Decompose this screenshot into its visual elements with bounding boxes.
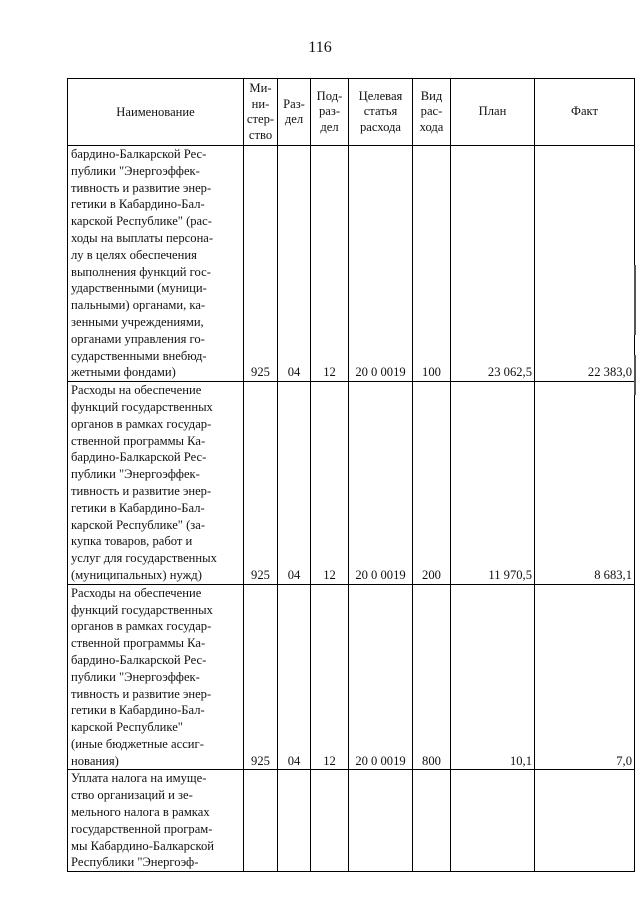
row-target-article	[349, 770, 413, 872]
row-section	[278, 770, 311, 872]
table-row	[68, 146, 635, 382]
row-subsection: 12	[311, 146, 349, 382]
row-plan	[451, 770, 535, 872]
header-section: Раз- дел	[278, 79, 311, 146]
row-name: Расходы на обеспечение функций государственных органов в рамках государ- ственной программы Ка- бардино-Балкарской Рес- публики "Энергоэффек- тивность и развитие энер- гетики в Кабардино-Бал- карской Республике" (иные бюджетные ассиг- нования)	[68, 584, 244, 770]
header-fact: Факт	[535, 79, 635, 146]
row-subsection	[311, 770, 349, 872]
row-subsection: 12	[311, 382, 349, 585]
header-name: Наименование	[68, 79, 244, 146]
row-fact: 22 383,0	[535, 146, 635, 382]
row-fact	[535, 770, 635, 872]
table-row	[68, 382, 635, 585]
row-fact: 7,0	[535, 584, 635, 770]
row-ministry: 925	[244, 382, 278, 585]
header-plan: План	[451, 79, 535, 146]
row-expense-type: 800	[413, 584, 451, 770]
page-number: 116	[308, 39, 332, 56]
row-ministry: 925	[244, 146, 278, 382]
row-fact: 8 683,1	[535, 382, 635, 585]
row-plan: 10,1	[451, 584, 535, 770]
row-section: 04	[278, 382, 311, 585]
row-section: 04	[278, 584, 311, 770]
row-target-article: 20 0 0019	[349, 382, 413, 585]
table-row	[68, 770, 635, 872]
scan-edge-mark	[634, 355, 636, 395]
header-expense-type: Вид рас- хода	[413, 79, 451, 146]
table-header-row	[68, 79, 635, 146]
row-ministry	[244, 770, 278, 872]
row-expense-type	[413, 770, 451, 872]
row-plan: 23 062,5	[451, 146, 535, 382]
row-subsection: 12	[311, 584, 349, 770]
row-name: бардино-Балкарской Рес- публики "Энергоэффек- тивность и развитие энер- гетики в Кабардино-Бал- карской Республике" (рас- ходы на выплаты персона- лу в целях обеспечения выполнения функций гос- ударственными (муници- пальными) органами, ка- зенными учреждениями, органами управления го- сударственными внебюд- жетными фондами)	[68, 146, 244, 382]
row-expense-type: 200	[413, 382, 451, 585]
table-row	[68, 584, 635, 770]
row-ministry: 925	[244, 584, 278, 770]
header-subsection: Под- раз- дел	[311, 79, 349, 146]
header-ministry: Ми- ни- стер- ство	[244, 79, 278, 146]
scan-edge-mark	[634, 265, 636, 335]
row-plan: 11 970,5	[451, 382, 535, 585]
row-target-article: 20 0 0019	[349, 584, 413, 770]
row-name: Расходы на обеспечение функций государственных органов в рамках государ- ственной программы Ка- бардино-Балкарской Рес- публики "Энергоэффек- тивность и развитие энер- гетики в Кабардино-Бал- карской Республике" (за- купка товаров, работ и услуг для государственных (муниципальных) нужд)	[68, 382, 244, 585]
row-target-article: 20 0 0019	[349, 146, 413, 382]
row-name: Уплата налога на имуще- ство организаций и зе- мельного налога в рамках государственной програм- мы Кабардино-Балкарской Республики "Энергоэф-	[68, 770, 244, 872]
budget-table	[67, 78, 635, 872]
header-target-article: Целевая статья расхода	[349, 79, 413, 146]
row-section: 04	[278, 146, 311, 382]
row-expense-type: 100	[413, 146, 451, 382]
